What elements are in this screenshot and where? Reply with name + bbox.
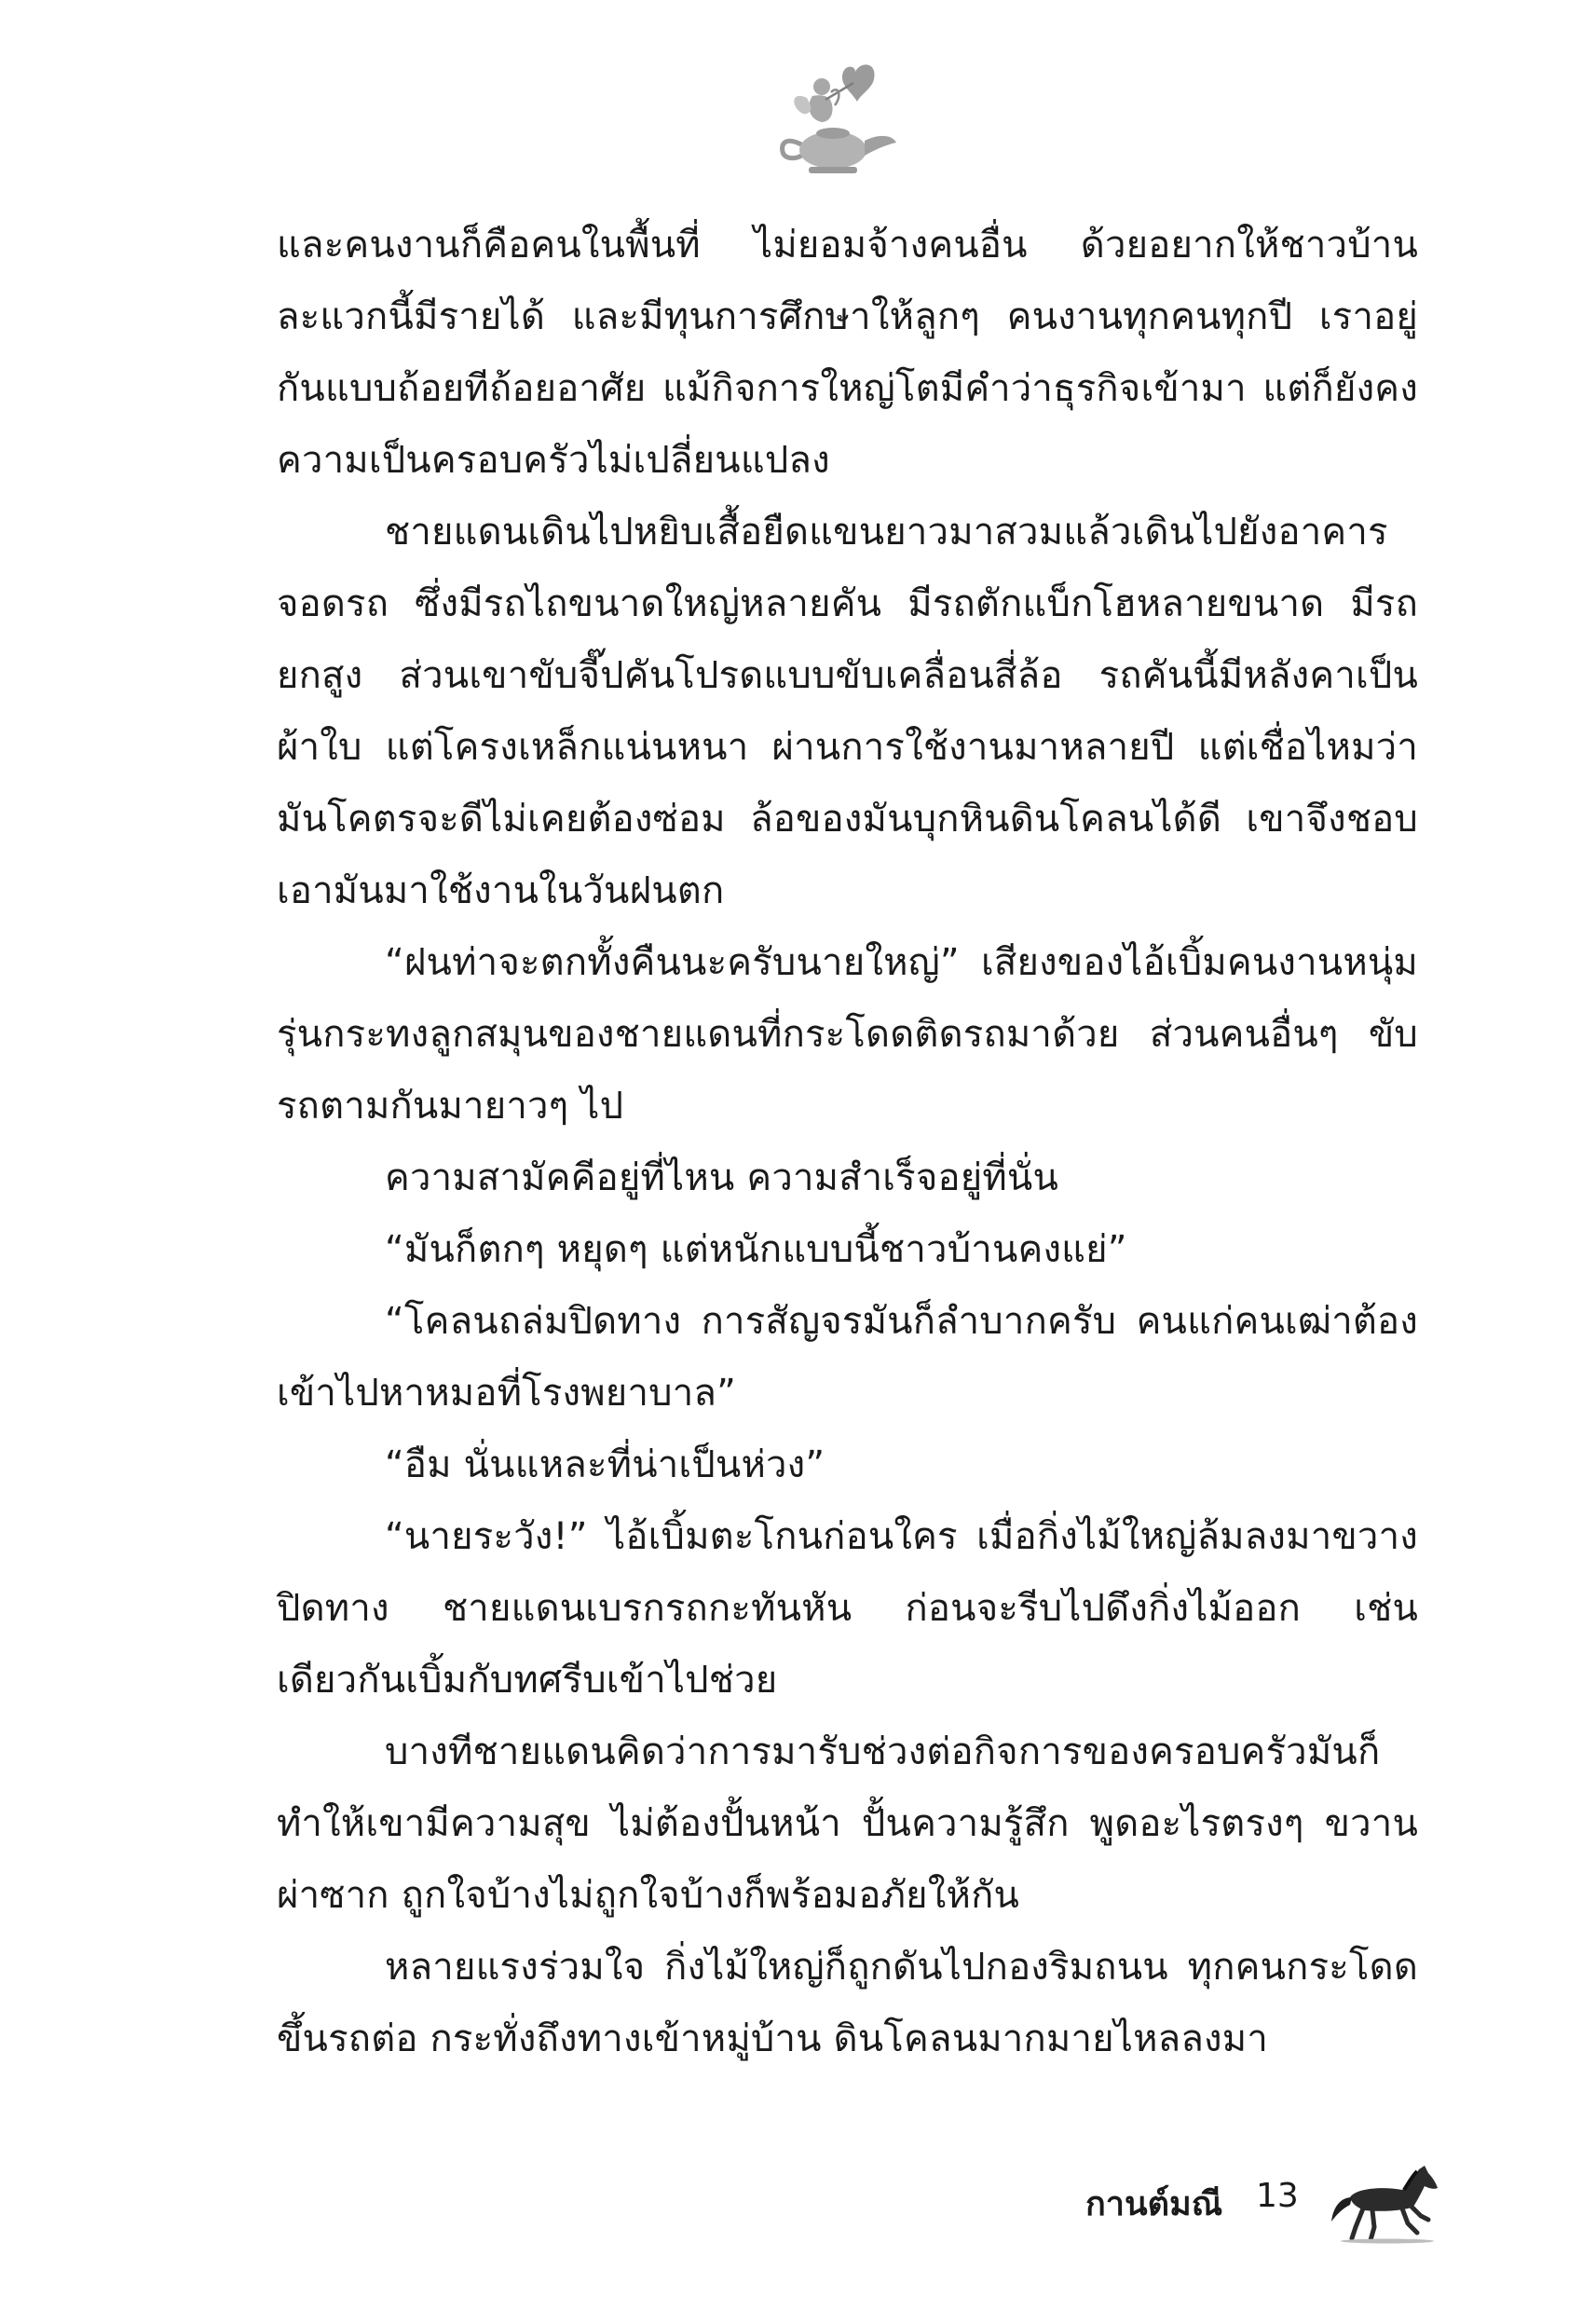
paragraph: และคนงานก็คือคนในพื้นที่ ไม่ยอมจ้างคนอื่น ด้วยอยากให้ชาวบ้านละแวกนี้มีรายได้ และมีทุนการศึกษาให้ลูกๆ คนงานทุกคนทุกปี เราอยู่กันแบบถ้อยทีถ้อยอาศัย แม้กิจการใหญ่โตมีคำว่าธุรกิจเข้ามา แต่ก็ยังคงความเป็นครอบครัวไม่เปลี่ยนแปลง <box>277 224 1418 482</box>
paragraph: ชายแดนเดินไปหยิบเสื้อยืดแขนยาวมาสวมแล้วเดินไปยังอาคารจอดรถ ซึ่งมีรถไถขนาดใหญ่หลายคัน มีรถตักแบ็กโฮหลายขนาด มีรถยกสูง ส่วนเขาขับจี๊ปคันโปรดแบบขับเคลื่อนสี่ล้อ รถคันนี้มีหลังคาเป็นผ้าใบ แต่โครงเหล็กแน่นหนา ผ่านการใช้งานมาหลายปี แต่เชื่อไหมว่ามันโคตรจะดีไม่เคยต้องซ่อม ล้อของมันบุกหินดินโคลนได้ดี เขาจึงชอบเอามันมาใช้งานในวันฝนตก <box>277 511 1418 912</box>
paragraph: “โคลนถล่มปิดทาง การสัญจรมันก็ลำบากครับ คนแก่คนเฒ่าต้องเข้าไปหาหมอที่โรงพยาบาล” <box>277 1300 1418 1415</box>
horse-icon <box>1328 2160 1447 2244</box>
cupid-teapot-emblem-icon <box>764 51 904 191</box>
paragraph: หลายแรงร่วมใจ กิ่งไม้ใหญ่ก็ถูกดันไปกองริมถนน ทุกคนกระโดดขึ้นรถต่อ กระทั่งถึงทางเข้าหมู่บ้าน ดินโคลนมากมายไหลลงมา <box>277 1946 1418 2060</box>
paragraph: ความสามัคคีอยู่ที่ไหน ความสำเร็จอยู่ที่นั่น <box>385 1156 1059 1199</box>
paragraph: “นายระวัง!” ไอ้เบิ้มตะโกนก่อนใคร เมื่อกิ่งไม้ใหญ่ล้มลงมาขวางปิดทาง ชายแดนเบรกรถกะทันหัน ก่อนจะรีบไปดึงกิ่งไม้ออก เช่นเดียวกันเบิ้มกับทศรีบเข้าไปช่วย <box>277 1515 1418 1702</box>
page-number: 13 <box>1256 2177 1299 2215</box>
page-footer <box>1006 2160 1472 2244</box>
paragraph: “มันก็ตกๆ หยุดๆ แต่หนักแบบนี้ชาวบ้านคงแย่” <box>385 1228 1127 1271</box>
paragraph: “อืม นั่นแหละที่น่าเป็นห่วง” <box>385 1443 825 1486</box>
paragraph: “ฝนท่าจะตกทั้งคืนนะครับนายใหญ่” เสียงของไอ้เบิ้มคนงานหนุ่มรุ่นกระทงลูกสมุนของชายแดนที่กระโดดติดรถมาด้วย ส่วนคนอื่นๆ ขับรถตามกันมายาวๆ ไป <box>277 941 1418 1128</box>
paragraph: บางทีชายแดนคิดว่าการมารับช่วงต่อกิจการของครอบครัวมันก็ทำให้เขามีความสุข ไม่ต้องปั้นหน้า ปั้นความรู้สึก พูดอะไรตรงๆ ขวานผ่าซาก ถูกใจบ้างไม่ถูกใจบ้างก็พร้อมอภัยให้กัน <box>277 1730 1418 1917</box>
body-text <box>277 210 1418 2075</box>
book-title: กานต์มณี <box>1085 2185 1223 2223</box>
